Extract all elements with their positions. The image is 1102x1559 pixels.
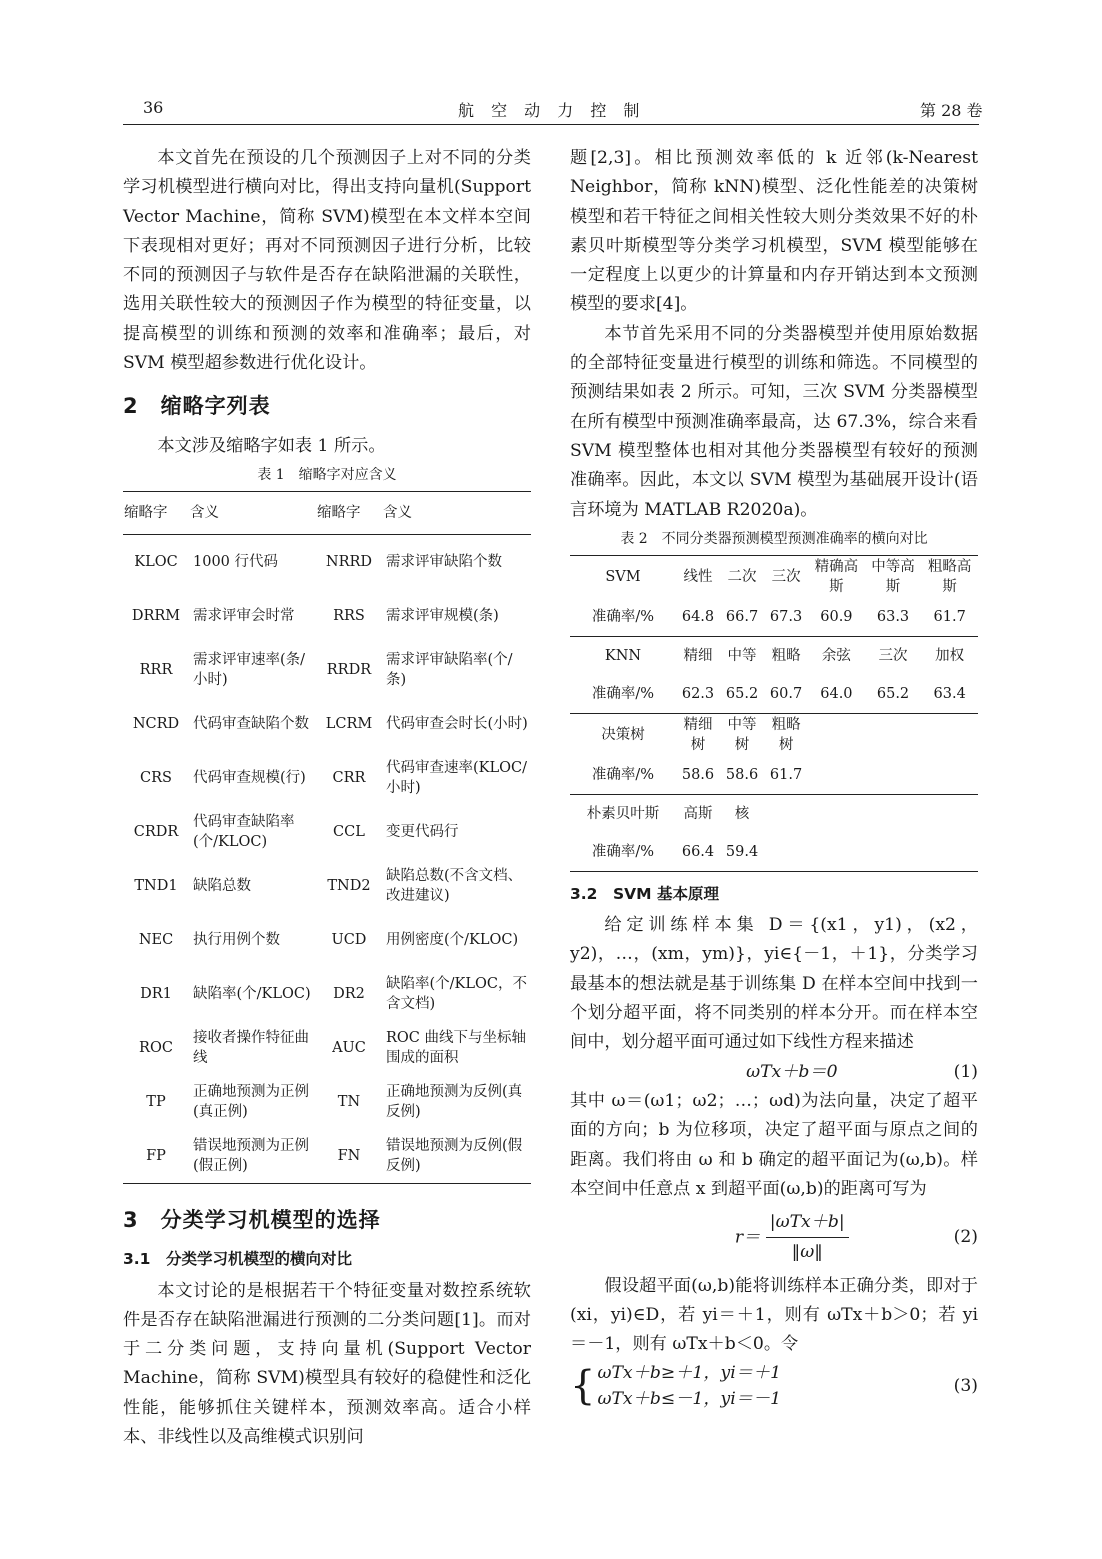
table-1-row — [123, 1129, 531, 1184]
meaning-cell: ROC 曲线下与坐标轴围成的面积 — [385, 1029, 526, 1066]
accuracy-value-cell — [808, 756, 865, 795]
header-rule — [123, 124, 979, 125]
meaning-cell: 代码审查缺陷率(个/KLOC) — [193, 813, 295, 850]
table-1-row — [123, 805, 531, 859]
variant-label-cell — [808, 794, 865, 833]
equation-3-number: (3) — [953, 1375, 978, 1396]
table-1-row — [123, 859, 531, 913]
variant-label-cell: 核 — [720, 794, 764, 833]
variant-label-cell: 中等 — [720, 636, 764, 675]
abbreviation-cell: DR2 — [333, 985, 365, 1002]
accuracy-value-cell: 60.7 — [769, 685, 803, 702]
section-2-paragraph: 本文涉及缩略字如表 1 所示。 — [157, 435, 386, 456]
meaning-cell: 缺陷率(个/KLOC，不含文档) — [385, 975, 527, 1012]
accuracy-value-cell: 61.7 — [769, 766, 803, 783]
accuracy-value-cell: 58.6 — [681, 766, 715, 783]
variant-label-cell: 二次 — [727, 568, 757, 585]
accuracy-value-cell: 64.0 — [820, 685, 853, 702]
variant-label-cell: 三次 — [865, 636, 922, 675]
variant-label-cell: 中等树 — [720, 713, 764, 756]
abbreviation-cell: RRR — [139, 661, 173, 678]
intro-paragraph: 本文首先在预设的几个预测因子上对不同的分类学习机模型进行横向对比，得出支持向量机(Support Vector Machine，简称 SVM)模型在本文样本空间下表现相对更好；再对不同预测因子进行分析，比较不同的预测因子与软件是否存在缺陷泄漏的关联性，选用关联性较大的预测因子作为模型的特征变量，以提高模型的训练和预测的效率和准确率；最后，对 SVM 模型超参数进行优化设计。 — [123, 148, 531, 374]
equation-2-fraction — [766, 1208, 849, 1268]
table-2-accuracy-row — [570, 598, 978, 637]
abbreviation-cell: RRDR — [326, 661, 372, 678]
abbreviation-cell: CCL — [333, 823, 365, 840]
variant-label-cell: 中等高斯 — [871, 558, 915, 595]
abbreviation-cell: KLOC — [134, 553, 178, 570]
table-1-row — [123, 697, 531, 751]
table-1-row — [123, 643, 531, 697]
abbreviation-cell: TND2 — [327, 877, 371, 894]
table-2-model-row — [570, 636, 978, 675]
variant-label-cell: 加权 — [921, 636, 978, 675]
table-1-row — [123, 589, 531, 643]
table-2-model-row — [570, 555, 978, 598]
comparison-paragraph: 本节首先采用不同的分类器模型并使用原始数据的全部特征变量进行模型的训练和筛选。不同模型的预测结果如表 2 所示。可知，三次 SVM 分类器模型在所有模型中预测准确率最高，达 67.3%，综合来看 SVM 模型整体也相对其他分类器模型有较好的预测准确率。因此，本文以 SVM 模型为基础展开设计(语言环境为 MATLAB R2020a)。 — [570, 323, 978, 520]
meaning-cell: 缺陷率(个/KLOC) — [193, 985, 311, 1002]
accuracy-label-cell: 准确率/% — [591, 608, 655, 625]
meaning-cell: 需求评审会时常 — [193, 607, 295, 624]
table-1-row — [123, 751, 531, 805]
table-1 — [123, 491, 531, 1184]
accuracy-label-cell: 准确率/% — [591, 766, 655, 783]
equation-1-number: (1) — [953, 1061, 978, 1082]
table-1-header-row — [123, 491, 531, 534]
accuracy-value-cell: 66.4 — [681, 843, 715, 860]
table-2-accuracy-row — [570, 756, 978, 795]
equation-3-line-1: ωTx＋b≥＋1，yi＝＋1 — [597, 1362, 782, 1383]
meaning-cell: 接收者操作特征曲线 — [193, 1029, 309, 1066]
equation-2 — [570, 1208, 978, 1268]
table-1-row — [123, 534, 531, 589]
variant-label-cell: 高斯 — [676, 794, 720, 833]
abbreviation-cell: DRRM — [131, 607, 181, 624]
abbreviation-cell: CRDR — [133, 823, 179, 840]
variant-label-cell: 精确高斯 — [814, 558, 859, 595]
meaning-cell: 代码审查会时长(小时) — [385, 715, 528, 732]
variant-label-cell: 三次 — [771, 568, 801, 585]
variant-label-cell: 精细 — [676, 636, 720, 675]
section-3-1-paragraph: 本文讨论的是根据若干个特征变量对数控系统软件是否存在缺陷泄漏进行预测的二分类问题[1]。而对于二分类问题，支持向量机(Support Vector Machine，简称 SVM)模型具有较好的稳健性和泛化性能，能够抓住关键样本，预测效率高。适合小样本、非线性以及高维模式识别问 — [123, 1280, 531, 1448]
equation-3-line-2: ωTx＋b≤－1，yi＝－1 — [597, 1388, 782, 1409]
table-2-model-row — [570, 794, 978, 833]
equation-3: { ωTx＋b≥＋1，yi＝＋1 ωTx＋b≤－1，yi＝－1 (3) — [570, 1360, 978, 1412]
accuracy-value-cell: 58.6 — [725, 766, 759, 783]
table-1-caption: 表 1 缩略字对应含义 — [257, 466, 397, 483]
abbreviation-cell: LCRM — [325, 715, 373, 732]
accuracy-value-cell: 63.4 — [933, 685, 966, 702]
accuracy-value-cell: 60.9 — [820, 608, 853, 625]
variant-label-cell: 粗略 — [764, 636, 808, 675]
variant-label-cell: 余弦 — [808, 636, 865, 675]
abbreviation-cell: NEC — [138, 931, 174, 948]
equation-1 — [570, 1058, 978, 1087]
accuracy-value-cell: 61.7 — [933, 608, 966, 625]
abbreviation-cell: CRR — [332, 769, 366, 786]
variant-label-cell: 粗略树 — [764, 713, 808, 756]
section-3-heading: 3 分类学习机模型的选择 — [123, 1207, 381, 1232]
accuracy-value-cell — [865, 756, 922, 795]
meaning-cell: 错误地预测为反例(假反例) — [385, 1137, 523, 1174]
table-2-caption: 表 2 不同分类器预测模型预测准确率的横向对比 — [620, 530, 928, 547]
accuracy-value-cell: 67.3 — [769, 608, 803, 625]
equation-2-denominator: ‖ω‖ — [791, 1242, 823, 1263]
variant-label-cell: 粗略高斯 — [927, 558, 972, 595]
table-2-accuracy-row — [570, 675, 978, 714]
table-2-accuracy-row — [570, 833, 978, 872]
accuracy-value-cell: 66.7 — [725, 608, 759, 625]
left-column — [123, 144, 531, 1452]
table-1-header: 缩略字 — [316, 491, 382, 534]
table-1-row — [123, 1021, 531, 1075]
journal-title: 航 空 动 力 控 制 — [458, 101, 646, 120]
volume-label: 第 28 卷 — [920, 101, 983, 120]
meaning-cell: 代码审查速率(KLOC/小时) — [385, 759, 527, 796]
meaning-cell: 正确地预测为反例(真反例) — [385, 1083, 523, 1120]
table-2-model-row — [570, 713, 978, 756]
section-3-2-heading: 3.2 SVM 基本原理 — [570, 884, 719, 903]
model-name-cell: 朴素贝叶斯 — [570, 794, 676, 833]
equation-2-numerator: |ωTx＋b| — [766, 1208, 849, 1238]
abbreviation-cell: TP — [146, 1093, 166, 1110]
meaning-cell: 执行用例个数 — [193, 931, 280, 948]
accuracy-value-cell — [764, 833, 808, 872]
accuracy-value-cell: 62.3 — [681, 685, 715, 702]
meaning-cell: 需求评审缺陷率(个/条) — [385, 651, 513, 688]
accuracy-value-cell — [921, 833, 978, 872]
abbreviation-cell: AUC — [332, 1039, 366, 1056]
abbreviation-cell: TN — [337, 1093, 361, 1110]
accuracy-value-cell: 63.3 — [876, 608, 910, 625]
abbreviation-cell: FP — [146, 1147, 166, 1164]
equation-2-lhs: r＝ — [734, 1227, 761, 1248]
accuracy-value-cell: 65.2 — [876, 685, 910, 702]
abbreviation-cell: UCD — [331, 931, 367, 948]
accuracy-value-cell: 59.4 — [725, 843, 759, 860]
table-1-row — [123, 1075, 531, 1129]
right-column — [570, 144, 978, 1412]
accuracy-value-cell — [921, 756, 978, 795]
meaning-cell: 变更代码行 — [385, 823, 459, 840]
normal-vector-paragraph: 其中 ω＝(ω1；ω2；…；ωd)为法向量，决定了超平面的方向；b 为位移项，决定了超平面与原点之间的距离。我们将由 ω 和 b 确定的超平面记为(ω,b)。样本空间中任意点 x 到超平面(ω,b)的距离可写为 — [570, 1090, 978, 1199]
table-2 — [570, 555, 978, 872]
accuracy-label-cell: 准确率/% — [591, 685, 655, 702]
meaning-cell: 正确地预测为正例(真正例) — [193, 1083, 309, 1120]
variant-label-cell: 精细树 — [676, 713, 720, 756]
meaning-cell: 代码审查规模(行) — [193, 769, 306, 786]
meaning-cell: 需求评审规模(条) — [385, 607, 499, 624]
abbreviation-cell: DR1 — [140, 985, 172, 1002]
abbreviation-cell: NCRD — [132, 715, 180, 732]
variant-label-cell — [921, 713, 978, 756]
meaning-cell: 需求评审速率(条/小时) — [193, 651, 306, 688]
accuracy-value-cell — [808, 833, 865, 872]
meaning-cell: 代码审查缺陷个数 — [193, 715, 309, 732]
abbreviation-cell: CRS — [140, 769, 172, 786]
section-2-heading: 2 缩略字列表 — [123, 394, 271, 419]
meaning-cell: 缺陷总数(不含文档、改进建议) — [385, 867, 523, 904]
abbreviation-cell: RRS — [333, 607, 365, 624]
table-1-header: 含义 — [189, 491, 316, 534]
variant-label-cell: 线性 — [683, 568, 713, 585]
model-name-cell: SVM — [605, 568, 641, 585]
meaning-cell: 1000 行代码 — [193, 553, 279, 570]
variant-label-cell — [865, 794, 922, 833]
meaning-cell: 缺陷总数 — [193, 877, 251, 894]
table-1-row — [123, 967, 531, 1021]
abbreviation-cell: TND1 — [134, 877, 178, 894]
table-1-header: 缩略字 — [123, 491, 189, 534]
variant-label-cell — [808, 713, 865, 756]
abbreviation-cell: FN — [337, 1147, 361, 1164]
abbreviation-cell: ROC — [139, 1039, 173, 1056]
table-1-header: 含义 — [382, 491, 531, 534]
meaning-cell: 用例密度(个/KLOC) — [385, 931, 519, 948]
continued-paragraph: 题[2,3]。相比预测效率低的 k 近邻(k-Nearest Neighbor，简称 kNN)模型、泛化性能差的决策树模型和若干特征之间相关性较大则分类效果不好的朴素贝叶斯模型等分类学习机模型，SVM 模型能够在一定程度上以更少的计算量和内存开销达到本文预测模型的要求[4]。 — [570, 148, 978, 315]
equation-1-body: ωTx＋b＝0 — [746, 1061, 838, 1082]
accuracy-label-cell: 准确率/% — [591, 843, 655, 860]
accuracy-value-cell: 64.8 — [681, 608, 715, 625]
meaning-cell: 需求评审缺陷个数 — [385, 553, 502, 570]
model-name-cell: KNN — [570, 636, 676, 675]
section-3-1-heading: 3.1 分类学习机模型的横向对比 — [123, 1250, 352, 1269]
accuracy-value-cell: 65.2 — [725, 685, 759, 702]
meaning-cell: 错误地预测为正例(假正例) — [193, 1137, 309, 1174]
model-name-cell: 决策树 — [570, 713, 676, 756]
classification-paragraph: 假设超平面(ω,b)能将训练样本正确分类，即对于(xi，yi)∈D，若 yi＝＋1，则有 ωTx＋b＞0；若 yi＝－1，则有 ωTx＋b＜0。令 — [570, 1275, 978, 1355]
variant-label-cell — [921, 794, 978, 833]
page-number: 36 — [143, 98, 164, 117]
equation-2-number: (2) — [953, 1227, 978, 1248]
accuracy-value-cell — [865, 833, 922, 872]
variant-label-cell — [764, 794, 808, 833]
variant-label-cell — [865, 713, 922, 756]
abbreviation-cell: NRRD — [325, 553, 373, 570]
table-1-row — [123, 913, 531, 967]
svm-principle-paragraph: 给定训练样本集 D＝{(x1，y1)，(x2，y2)，…，(xm，ym)}，yi∈{－1，＋1}，分类学习最基本的想法就是基于训练集 D 在样本空间中找到一个划分超平面，将不同类别的样本分开。而在样本空间中，划分超平面可通过如下线性方程来描述 — [570, 915, 978, 1053]
